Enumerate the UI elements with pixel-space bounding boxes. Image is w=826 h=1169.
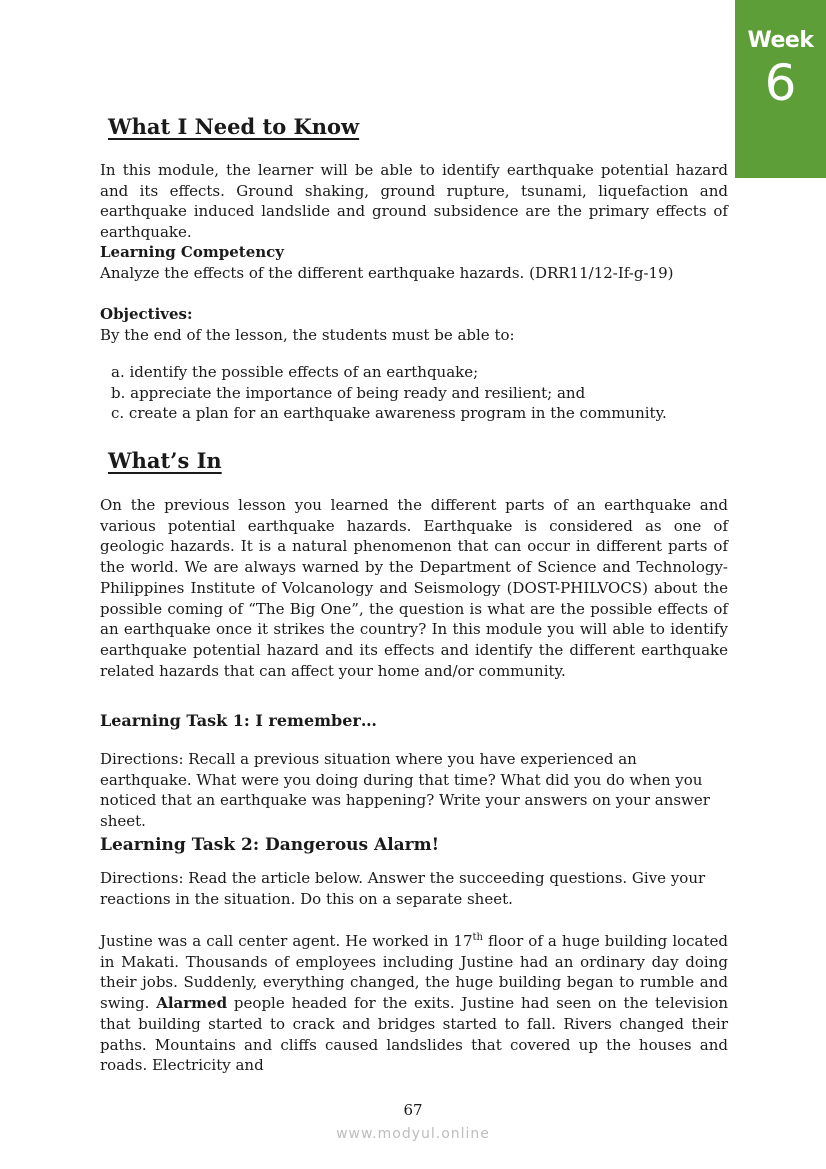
watermark: www.modyul.online [336, 1126, 490, 1142]
task1-directions-block [100, 749, 728, 832]
whats-in-paragraph [100, 495, 728, 681]
story-part3: people headed for the exits. Justine had seen on the television that building started to crack and bridges started to fall. Rivers changed their paths. Mountains and cliffs caused landslides that covered up the houses and roads. Electricity and [100, 994, 728, 1075]
competency-text: Analyze the effects of the different earthquake hazards. (DRR11/12-If-g-19) [100, 263, 674, 282]
competency-label: Learning Competency [100, 243, 285, 261]
page-number: 67 [403, 1101, 423, 1119]
week-tab [735, 0, 826, 178]
heading-whats-in: What’s In [108, 448, 222, 473]
objective-item: a. identify the possible effects of an earthquake; [111, 363, 479, 381]
story-bold-word: Alarmed [156, 994, 228, 1013]
intro-paragraph [100, 160, 728, 243]
story-text [100, 931, 728, 1076]
story-superscript: th [472, 932, 483, 943]
story-paragraph [100, 931, 728, 1076]
objective-item: b. appreciate the importance of being ready and resilient; and [111, 383, 586, 402]
objective-item: c. create a plan for an earthquake awareness program in the community. [111, 404, 667, 423]
story-part1: Justine was a call center agent. He worked in 17 [100, 932, 473, 950]
intro-text: In this module, the learner will be able to identify earthquake potential hazard and its effects. Ground shaking, ground rupture, tsunami, liquefaction and earthquake induced landslide and ground subsidence are the primary effects of earthquake. [100, 161, 728, 242]
competency-block [100, 242, 728, 283]
task2-heading: Learning Task 2: Dangerous Alarm! [100, 835, 440, 855]
task1-directions: Directions: Recall a previous situation where you have experienced an earthquake. What were you doing during that time? What did you do when you noticed that an earthquake was happening? Write your answers on your answer sheet. [100, 750, 710, 831]
task1-heading: Learning Task 1: I remember… [100, 711, 377, 730]
week-label: Week [747, 28, 814, 53]
heading-what-i-need-to-know: What I Need to Know [108, 114, 360, 139]
task2-directions-block [100, 868, 728, 909]
story-part2: floor of a huge building located in Makati. Thousands of employees including Justine had an ordinary day doing their jobs. Suddenly, everything changed, the huge building began to rumble and swing. [100, 932, 728, 1013]
objectives-list [111, 362, 739, 424]
objectives-label: Objectives: [100, 305, 193, 323]
objectives-list-block [111, 362, 739, 424]
task2-directions: Directions: Read the article below. Answer the succeeding questions. Give your reactions in the situation. Do this on a separate sheet. [100, 869, 706, 908]
objectives-block [100, 304, 728, 345]
week-number: 6 [764, 54, 797, 112]
whats-in-text: On the previous lesson you learned the different parts of an earthquake and various potential earthquake hazards. Earthquake is considered as one of geologic hazards. It is a natural phenomenon that can occur in different parts of the world. We are always warned by the Department of Science and Technology- Philippines Institute of Volcanology and Seismology (DOST-PHILVOCS) about the possible coming of “The Big One”, the question is what are the possible effects of an earthquake once it strikes the country? In this module you will able to identify earthquake potential hazard and its effects and identify the different earthquake related hazards that can affect your home and/or community. [100, 496, 728, 680]
objectives-intro: By the end of the lesson, the students must be able to: [100, 325, 515, 344]
